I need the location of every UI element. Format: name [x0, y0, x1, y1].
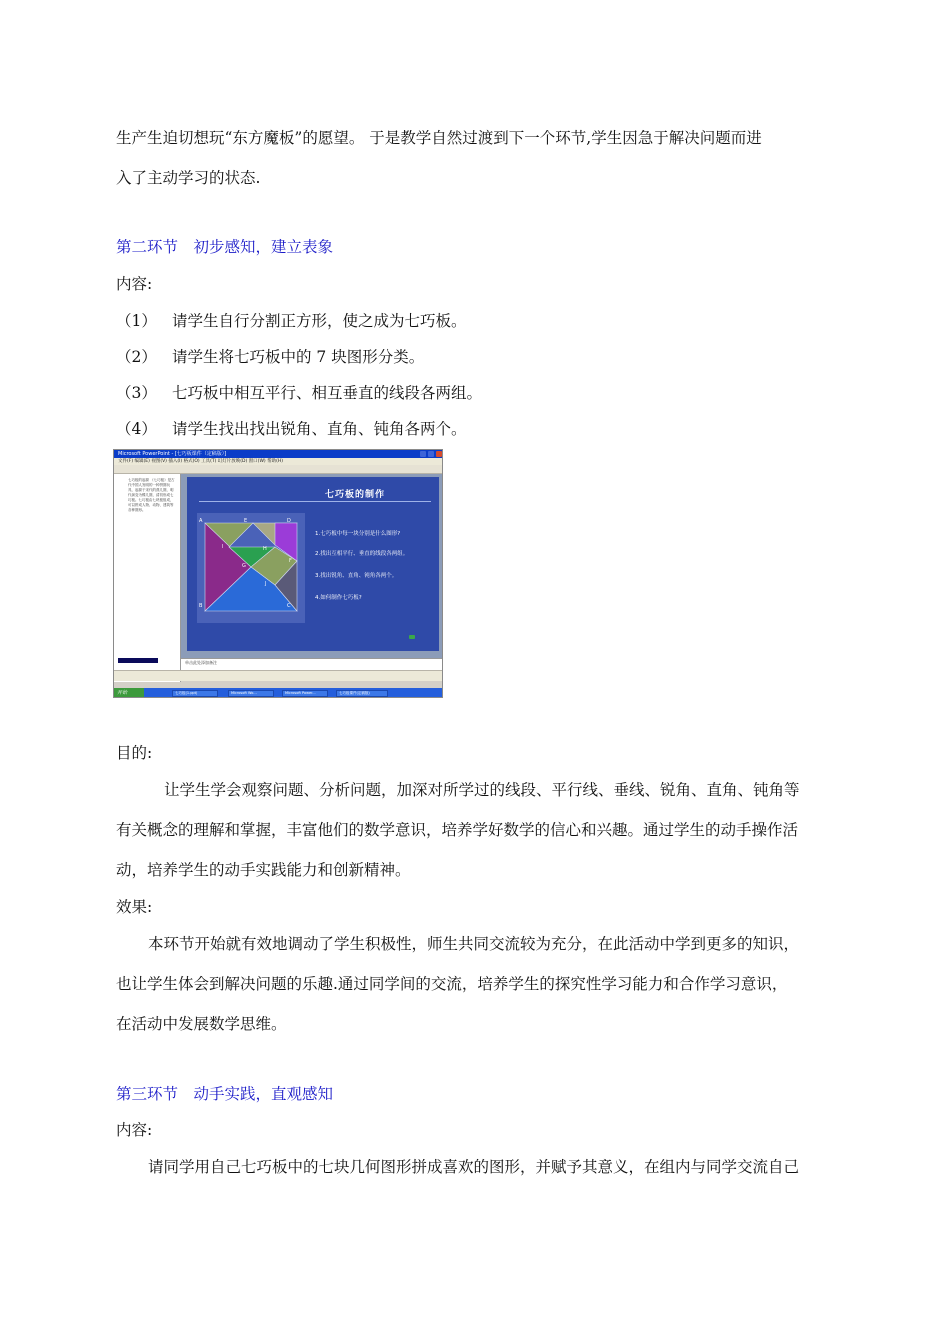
purpose-line-2: 有关概念的理解和掌握，丰富他们的数学意识，培养学好数学的信心和兴趣。通过学生的动手操作活	[116, 821, 799, 839]
maximize-icon	[428, 451, 434, 457]
section2-item-2	[116, 346, 424, 368]
outline-selected-slide	[118, 658, 158, 663]
start-button: 开始	[114, 688, 144, 698]
slide-question-2: 2.找出互相平行、垂直的线段各两组。	[315, 551, 409, 557]
slide-question-3: 3.找出锐角、直角、钝角各两个。	[315, 573, 398, 579]
item-number: （2）	[116, 348, 157, 366]
section2-item-1	[116, 310, 467, 332]
drawing-toolbar	[114, 670, 442, 681]
window-title-bar: Microsoft PowerPoint - [七巧板课件（定稿版）]	[114, 450, 442, 458]
effect-line-1: 本环节开始就有效地调动了学生积极性，师生共同交流较为充分，在此活动中学到更多的知识，	[148, 935, 800, 953]
outline-text: 七巧板的起源 《七巧板》是古代中国人发明的一种拼图玩具，起源于宋代的燕几图，明代演变为蝶几图，清初形成七巧板。七巧板由七块板组成，可以拼成人物、动物、建筑等各种图形。	[128, 478, 175, 512]
item-number: （4）	[116, 420, 157, 438]
section2-effect-label: 效果:	[116, 898, 153, 916]
embedded-powerpoint-screenshot	[113, 449, 443, 698]
slide	[187, 477, 439, 651]
purpose-line-1: 让学生学会观察问题、分析问题，加深对所学过的线段、平行线、垂线、锐角、直角、钝角等	[164, 781, 800, 799]
toolbar	[114, 465, 442, 474]
item-text: 请学生找出找出锐角、直角、钝角各两个。	[172, 420, 467, 438]
item-text: 请学生将七巧板中的 7 块图形分类。	[172, 348, 425, 366]
intro-line-2: 入了主动学习的状态.	[116, 169, 261, 187]
section3-heading: 第三环节 动手实践，直观感知	[116, 1085, 334, 1103]
taskbar-item-4: 七巧板课件(定稿版)	[336, 690, 388, 697]
tangram-label-b: B	[199, 603, 203, 609]
minimize-icon	[420, 451, 426, 457]
section3-content-label: 内容:	[116, 1121, 153, 1139]
section2-purpose-label: 目的:	[116, 744, 153, 762]
outline-pane	[114, 474, 181, 682]
section3-line-1: 请同学用自己七巧板中的七块几何图形拼成喜欢的图形，并赋予其意义，在组内与同学交流自己	[148, 1158, 800, 1176]
item-text: 七巧板中相互平行、相互垂直的线段各两组。	[172, 384, 483, 402]
tangram-label-h: H	[263, 546, 267, 552]
tangram-label-c: C	[287, 603, 291, 609]
tangram-label-j: J	[265, 581, 267, 587]
effect-line-2: 也让学生体会到解决问题的乐趣.通过同学间的交流，培养学生的探究性学习能力和合作学习意识，	[116, 975, 788, 993]
slide-question-1: 1.七巧板中每一块分别是什么图形?	[315, 531, 401, 537]
section2-item-3	[116, 382, 482, 404]
purpose-line-3: 动，培养学生的动手实践能力和创新精神。	[116, 861, 411, 879]
taskbar-item-3: Microsoft Power...	[282, 690, 328, 697]
intro-line-1: 生产生迫切想玩“东方魔板”的愿望。 于是教学自然过渡到下一个环节,学生因急于解决问题而进	[116, 129, 762, 147]
windows-taskbar	[114, 688, 442, 698]
section2-heading: 第二环节 初步感知，建立表象	[116, 238, 334, 256]
tangram-label-g: G	[242, 563, 246, 569]
taskbar-item-2: Microsoft Wo...	[228, 690, 274, 697]
slide-editing-area	[181, 474, 443, 658]
section2-content-label: 内容:	[116, 275, 153, 293]
slide-nav-icon	[409, 635, 415, 639]
slide-title: 七巧板的制作	[325, 490, 386, 500]
section2-item-4	[116, 418, 467, 440]
slide-question-4: 4.如何制作七巧板?	[315, 595, 362, 601]
item-number: （3）	[116, 384, 157, 402]
tangram-label-e: E	[244, 518, 248, 524]
tangram-label-a: A	[199, 518, 203, 524]
effect-line-3: 在活动中发展数学思维。	[116, 1015, 287, 1033]
notes-pane: 单击此处添加备注	[181, 658, 443, 670]
tangram-label-i: I	[222, 544, 224, 550]
item-text: 请学生自行分割正方形，使之成为七巧板。	[172, 312, 467, 330]
tangram-label-f: F	[289, 558, 292, 564]
close-icon	[436, 451, 442, 457]
item-number: （1）	[116, 312, 157, 330]
menu-bar: 文件(F) 编辑(E) 视图(V) 插入(I) 格式(O) 工具(T) 幻灯片放映(D) 窗口(W) 帮助(H)	[114, 458, 442, 465]
tangram-label-d: D	[287, 518, 291, 524]
taskbar-item-1: 七巧板(1.ppt)	[172, 690, 218, 697]
slide-title-rule	[199, 501, 431, 502]
